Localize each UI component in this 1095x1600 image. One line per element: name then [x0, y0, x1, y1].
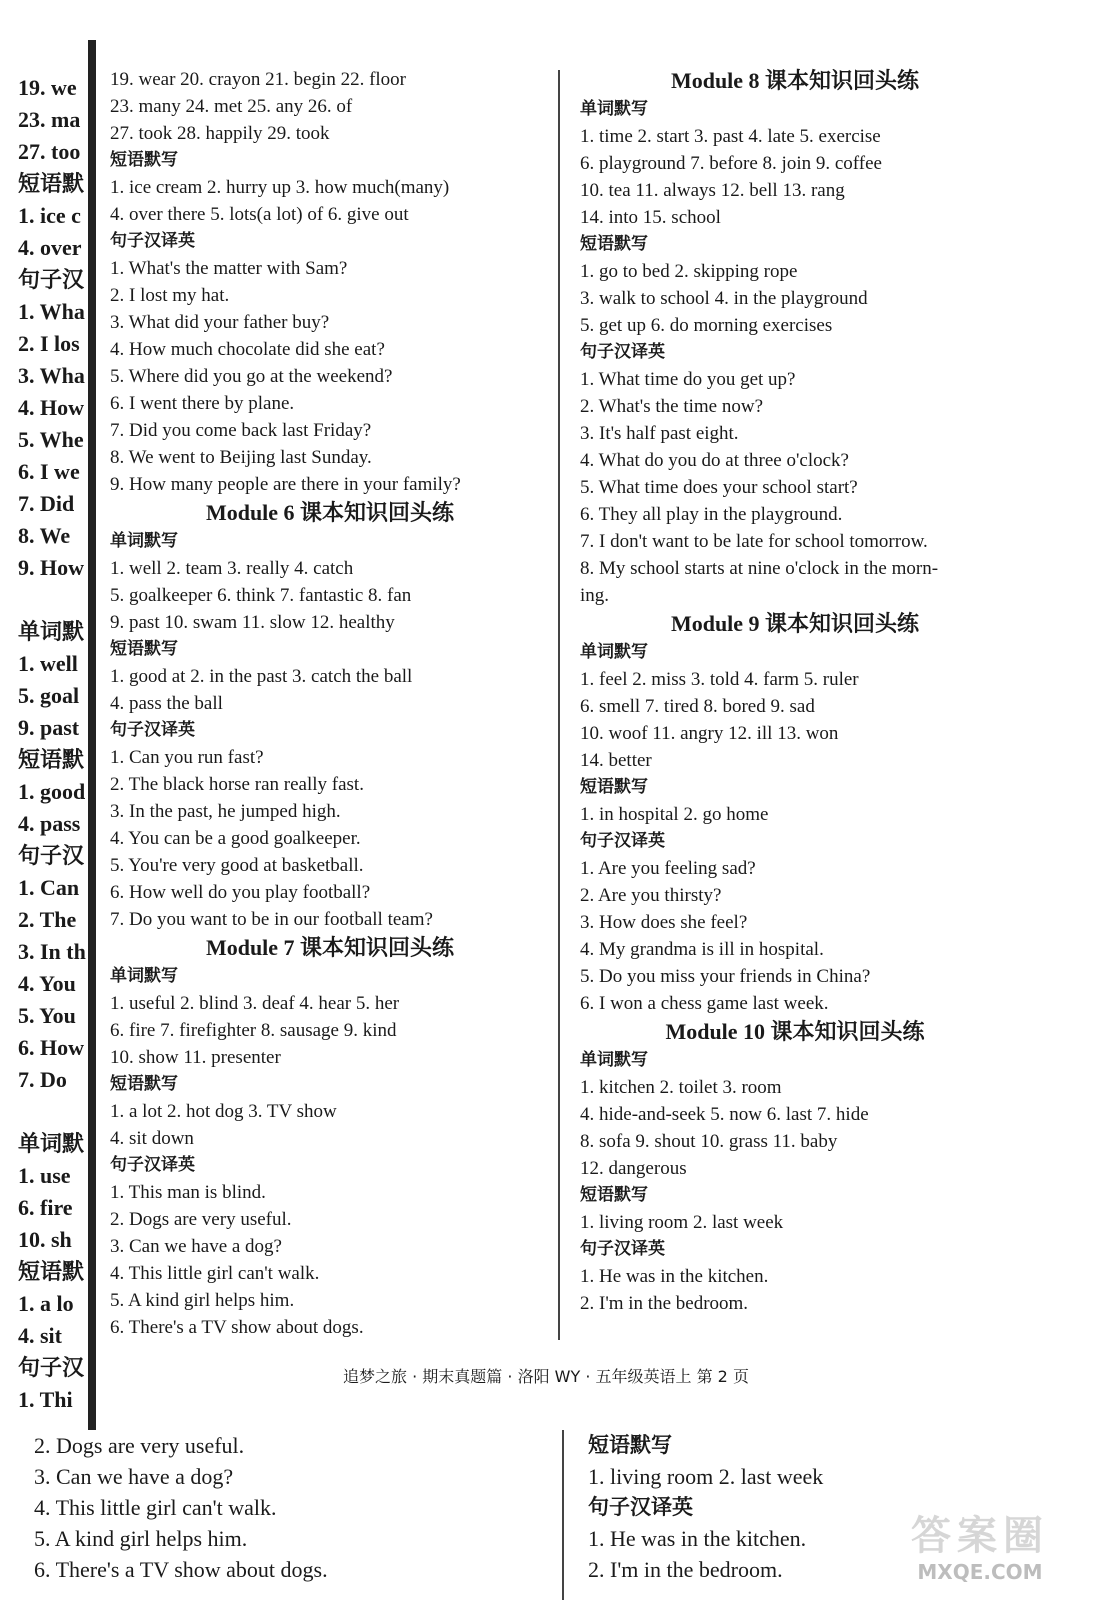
- text-line: 1. ice c: [18, 203, 81, 228]
- answer-line: 1. He was in the kitchen.: [588, 1526, 807, 1551]
- text-line: 4. pass: [18, 811, 81, 836]
- answer-line: 5. Where did you go at the weekend?: [110, 366, 393, 387]
- answer-line: 5. A kind girl helps him.: [110, 1290, 295, 1311]
- answer-line: 14. into 15. school: [580, 207, 721, 228]
- text-line: [0, 1096, 92, 1128]
- answer-line: 3. Can we have a dog?: [110, 1236, 282, 1257]
- watermark-site: MXQE.COM: [917, 1560, 1043, 1584]
- text-line: 10. sh: [18, 1227, 72, 1252]
- text-line: 19. we: [18, 75, 77, 100]
- section-heading: 句子汉译英: [580, 1239, 665, 1259]
- text-line: 3. In th: [18, 939, 86, 964]
- section-heading: 短语默写: [580, 1185, 648, 1205]
- column-right: [580, 66, 1010, 1317]
- answer-line: 1. He was in the kitchen.: [580, 1266, 769, 1287]
- answer-line: 2. What's the time now?: [580, 396, 764, 417]
- answer-line: 10. tea 11. always 12. bell 13. rang: [580, 180, 845, 201]
- answer-line: 6. fire 7. firefighter 8. sausage 9. kind: [110, 1020, 397, 1041]
- text-line: 4. over: [18, 235, 82, 260]
- section-heading: 句子汉译英: [110, 720, 195, 740]
- answer-line: 5. You're very good at basketball.: [110, 855, 364, 876]
- section-heading: 短语默写: [580, 777, 648, 797]
- section-heading: 单词默写: [580, 99, 648, 119]
- text-line: 单词默: [18, 619, 85, 644]
- answer-line: 1. well 2. team 3. really 4. catch: [110, 558, 354, 579]
- bottom-right-column: [588, 1430, 908, 1585]
- answer-line: 1. kitchen 2. toilet 3. room: [580, 1077, 782, 1098]
- text-line: 2. I los: [18, 331, 80, 356]
- answer-line: 23. many 24. met 25. any 26. of: [110, 96, 353, 117]
- answer-line: 14. better: [580, 750, 652, 771]
- answer-line: 3. walk to school 4. in the playground: [580, 288, 868, 309]
- answer-line: 4. This little girl can't walk.: [110, 1263, 320, 1284]
- text-line: 5. A kind girl helps him.: [34, 1526, 248, 1551]
- text-line: 1. Thi: [18, 1387, 73, 1412]
- answer-line: 6. I went there by plane.: [110, 393, 295, 414]
- text-line: 3. Can we have a dog?: [34, 1464, 234, 1489]
- answer-line: 8. We went to Beijing last Sunday.: [110, 447, 372, 468]
- answer-line: 9. How many people are there in your family?: [110, 474, 461, 495]
- answer-line: 2. Are you thirsty?: [580, 885, 722, 906]
- text-line: 9. How: [18, 555, 84, 580]
- section-heading: 单词默写: [110, 531, 178, 551]
- answer-line: 27. took 28. happily 29. took: [110, 123, 330, 144]
- answer-line: 5. What time does your school start?: [580, 477, 858, 498]
- text-line: 4. How: [18, 395, 84, 420]
- answer-line: 1. Are you feeling sad?: [580, 858, 756, 879]
- answer-line: 2. I'm in the bedroom.: [588, 1557, 783, 1582]
- text-line: 5. Whe: [18, 427, 84, 452]
- section-heading: 短语默写: [110, 150, 178, 170]
- left-strip-page: [0, 72, 92, 1432]
- answer-line: 8. sofa 9. shout 10. grass 11. baby: [580, 1131, 838, 1152]
- page-edge-shadow: [88, 40, 96, 1430]
- answer-line: 10. woof 11. angry 12. ill 13. won: [580, 723, 839, 744]
- answer-line: 4. My grandma is ill in hospital.: [580, 939, 824, 960]
- answer-line: 7. I don't want to be late for school tomorrow.: [580, 531, 928, 552]
- module-title: Module 6 课本知识回头练: [205, 500, 455, 525]
- answer-line: 2. Dogs are very useful.: [110, 1209, 292, 1230]
- text-line: 6. I we: [18, 459, 80, 484]
- module-title: Module 10 课本知识回头练: [665, 1019, 925, 1044]
- bottom-divider: [562, 1430, 564, 1600]
- answer-line: 1. time 2. start 3. past 4. late 5. exercise: [580, 126, 881, 147]
- module-title: Module 9 课本知识回头练: [670, 611, 920, 636]
- answer-line: 6. playground 7. before 8. join 9. coffee: [580, 153, 882, 174]
- text-line: 6. There's a TV show about dogs.: [34, 1557, 328, 1582]
- answer-line: 19. wear 20. crayon 21. begin 22. floor: [110, 69, 407, 90]
- answer-line: 1. What's the matter with Sam?: [110, 258, 348, 279]
- section-heading: 单词默写: [110, 966, 178, 986]
- text-line: 1. a lo: [18, 1291, 74, 1316]
- section-heading: 句子汉译英: [580, 831, 665, 851]
- text-line: 1. use: [18, 1163, 71, 1188]
- section-heading: 短语默写: [588, 1433, 672, 1457]
- module-title: Module 7 课本知识回头练: [205, 935, 455, 960]
- answer-line: 12. dangerous: [580, 1158, 687, 1179]
- text-line: 1. good: [18, 779, 86, 804]
- bottom-left-column: [34, 1430, 534, 1585]
- answer-line: 9. past 10. swam 11. slow 12. healthy: [110, 612, 395, 633]
- section-heading: 句子汉译英: [110, 1155, 195, 1175]
- answer-line: 1. useful 2. blind 3. deaf 4. hear 5. her: [110, 993, 400, 1014]
- watermark: [885, 1512, 1075, 1592]
- answer-line: 4. over there 5. lots(a lot) of 6. give out: [110, 204, 409, 225]
- text-line: 6. How: [18, 1035, 84, 1060]
- answer-line: 1. in hospital 2. go home: [580, 804, 769, 825]
- column-left: [110, 66, 550, 1341]
- text-line: 句子汉: [18, 1355, 85, 1380]
- text-line: 6. fire: [18, 1195, 73, 1220]
- text-line: 7. Did: [18, 491, 75, 516]
- answer-line: 1. a lot 2. hot dog 3. TV show: [110, 1101, 337, 1122]
- text-line: 短语默: [18, 747, 85, 772]
- answer-line: 4. sit down: [110, 1128, 194, 1149]
- answer-line: 6. There's a TV show about dogs.: [110, 1317, 364, 1338]
- answer-line: 4. How much chocolate did she eat?: [110, 339, 385, 360]
- answer-page: [96, 60, 1086, 1380]
- watermark-logo: 答案圈: [911, 1513, 1049, 1559]
- text-line: 23. ma: [18, 107, 81, 132]
- answer-line: 1. This man is blind.: [110, 1182, 266, 1203]
- answer-line: 3. In the past, he jumped high.: [110, 801, 341, 822]
- answer-line: 1. go to bed 2. skipping rope: [580, 261, 798, 282]
- section-heading: 短语默写: [110, 1074, 178, 1094]
- text-line: 句子汉: [18, 843, 85, 868]
- answer-line: 4. What do you do at three o'clock?: [580, 450, 849, 471]
- section-heading: 短语默写: [110, 639, 178, 659]
- answer-line: 1. living room 2. last week: [580, 1212, 784, 1233]
- section-heading: 句子汉译英: [588, 1495, 693, 1519]
- answer-line: 3. What did your father buy?: [110, 312, 330, 333]
- text-line: 2. The: [18, 907, 77, 932]
- text-line: [0, 584, 92, 616]
- text-line: 4. This little girl can't walk.: [34, 1495, 277, 1520]
- text-line: 5. You: [18, 1003, 76, 1028]
- answer-line: 5. goalkeeper 6. think 7. fantastic 8. fan: [110, 585, 412, 606]
- answer-line: 1. What time do you get up?: [580, 369, 796, 390]
- text-line: 句子汉: [18, 267, 85, 292]
- text-line: 短语默: [18, 171, 85, 196]
- answer-line: 2. I lost my hat.: [110, 285, 230, 306]
- answer-line: 1. living room 2. last week: [588, 1464, 824, 1489]
- answer-line: 6. I won a chess game last week.: [580, 993, 829, 1014]
- text-line: 27. too: [18, 139, 81, 164]
- page-footer: 追梦之旅 · 期末真题篇 · 洛阳 WY · 五年级英语上 第 2 页: [343, 1367, 749, 1386]
- text-line: 1. well: [18, 651, 78, 676]
- answer-line: 8. My school starts at nine o'clock in the morn-: [580, 558, 939, 579]
- text-line: 2. Dogs are very useful.: [34, 1433, 245, 1458]
- text-line: 1. Wha: [18, 299, 85, 324]
- answer-line: 7. Did you come back last Friday?: [110, 420, 372, 441]
- answer-line: 1. Can you run fast?: [110, 747, 264, 768]
- section-heading: 短语默写: [580, 234, 648, 254]
- text-line: 5. goal: [18, 683, 80, 708]
- answer-line: 2. I'm in the bedroom.: [580, 1293, 749, 1314]
- column-divider: [558, 70, 560, 1340]
- answer-line: 4. hide-and-seek 5. now 6. last 7. hide: [580, 1104, 869, 1125]
- answer-line: 6. How well do you play football?: [110, 882, 371, 903]
- section-heading: 句子汉译英: [110, 231, 195, 251]
- section-heading: 单词默写: [580, 642, 648, 662]
- answer-line: 10. show 11. presenter: [110, 1047, 281, 1068]
- text-line: 7. Do: [18, 1067, 67, 1092]
- text-line: 4. sit: [18, 1323, 62, 1348]
- text-line: 1. Can: [18, 875, 80, 900]
- section-heading: 句子汉译英: [580, 342, 665, 362]
- answer-line: 3. How does she feel?: [580, 912, 748, 933]
- section-heading: 单词默写: [580, 1050, 648, 1070]
- answer-line: 5. Do you miss your friends in China?: [580, 966, 871, 987]
- bottom-overlap-page: [0, 1430, 1095, 1600]
- text-line: 8. We: [18, 523, 71, 548]
- text-line: 短语默: [18, 1259, 85, 1284]
- text-line: 4. You: [18, 971, 76, 996]
- answer-line: 7. Do you want to be in our football team?: [110, 909, 433, 930]
- answer-line: 4. You can be a good goalkeeper.: [110, 828, 361, 849]
- answer-line: 2. The black horse ran really fast.: [110, 774, 364, 795]
- answer-line: 1. feel 2. miss 3. told 4. farm 5. ruler: [580, 669, 859, 690]
- answer-line: ing.: [580, 585, 610, 606]
- module-title: Module 8 课本知识回头练: [670, 68, 920, 93]
- answer-line: 6. They all play in the playground.: [580, 504, 843, 525]
- text-line: 9. past: [18, 715, 80, 740]
- text-line: 3. Wha: [18, 363, 85, 388]
- answer-line: 5. get up 6. do morning exercises: [580, 315, 833, 336]
- answer-line: 1. good at 2. in the past 3. catch the ball: [110, 666, 413, 687]
- answer-line: 6. smell 7. tired 8. bored 9. sad: [580, 696, 815, 717]
- text-line: 单词默: [18, 1131, 85, 1156]
- answer-line: 3. It's half past eight.: [580, 423, 739, 444]
- answer-line: 4. pass the ball: [110, 693, 223, 714]
- answer-line: 1. ice cream 2. hurry up 3. how much(many): [110, 177, 450, 198]
